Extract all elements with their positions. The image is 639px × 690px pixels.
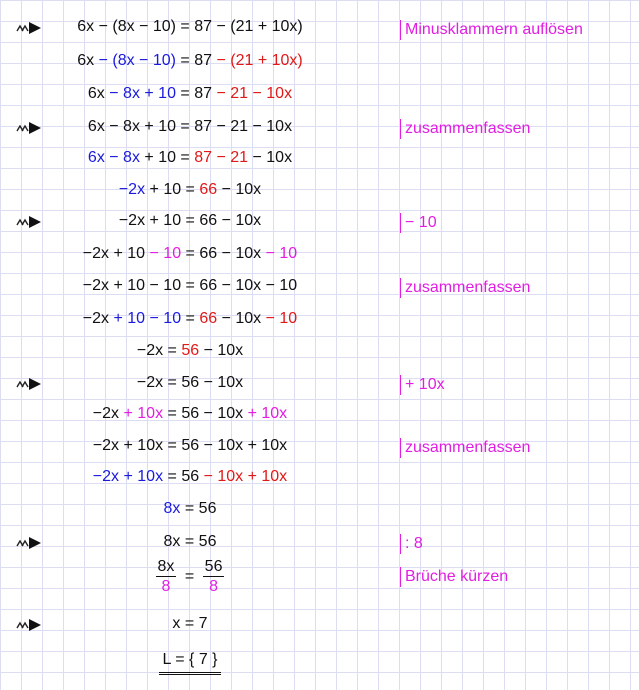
equation-line — [0, 17, 380, 37]
equation-part: − (21 + 10x) — [216, 52, 303, 69]
solution-set — [0, 650, 380, 675]
step-annotation: zusammenfassen — [400, 119, 530, 139]
equation-part: −2x + 10x = 56 − 10x + 10x — [92, 437, 288, 454]
equation-part: 6x − 8x + 10 = 87 − 21 − 10x — [87, 118, 293, 135]
step-annotation: + 10x — [400, 375, 445, 395]
step-arrow-icon[interactable] — [16, 20, 42, 36]
equation-part: 6x − 8x — [87, 149, 140, 166]
fraction-equals-sign: = — [184, 567, 195, 585]
equation-part: − 10x — [217, 310, 266, 327]
fraction-left — [156, 557, 177, 596]
equation-part: − 10x — [217, 181, 262, 198]
equation-line — [0, 180, 380, 200]
equation-line — [0, 276, 380, 296]
equation-line — [0, 309, 380, 329]
equation-part: 87 − 21 — [194, 149, 249, 166]
equation-part: − (8x − 10) — [98, 52, 176, 69]
equation-part: = 66 − 10x — [181, 245, 266, 262]
equation-part: = 56 — [163, 468, 204, 485]
equation-part: 6x — [87, 85, 110, 102]
equation-line — [0, 244, 380, 264]
equation-part: − 21 − 10x — [216, 85, 293, 102]
equation-part: −2x + 10x — [92, 468, 164, 485]
equation-part: −2x = — [136, 342, 182, 359]
equation-part: −2x — [92, 405, 124, 422]
equation-line — [0, 467, 380, 487]
fraction-equation — [0, 557, 380, 596]
equation-part: − 10 — [265, 245, 298, 262]
step-annotation: zusammenfassen — [400, 278, 530, 298]
solution-text: L = { 7 } — [159, 650, 220, 675]
step-annotation: zusammenfassen — [400, 438, 530, 458]
equation-line — [0, 532, 380, 552]
equation-part: = — [181, 310, 200, 327]
equation-line — [0, 148, 380, 168]
equation-part: 8x = 56 — [163, 533, 217, 550]
equation-line — [0, 499, 380, 519]
equation-part: = 87 — [175, 52, 217, 69]
equation-part: −2x + 10 = 66 − 10x — [118, 212, 262, 229]
equation-part: − 8x + 10 — [109, 85, 176, 102]
equation-part: + 10x — [123, 405, 164, 422]
equation-part: − 10 — [149, 245, 182, 262]
equation-part: − 10x — [248, 149, 293, 166]
equation-line — [0, 373, 380, 393]
equation-part: + 10x — [247, 405, 288, 422]
equation-part: = 56 − 10x — [163, 405, 248, 422]
equation-part: − 10x + 10x — [203, 468, 288, 485]
step-arrow-icon[interactable] — [16, 535, 42, 551]
equation-part: x = 7 — [172, 615, 208, 632]
step-annotation: : 8 — [400, 534, 423, 554]
equation-part: = 56 — [180, 500, 217, 517]
fraction-right-denominator: 8 — [209, 578, 219, 595]
equation-part: 8x — [163, 500, 181, 517]
equation-part: −2x + 10 − 10 = 66 − 10x − 10 — [82, 277, 298, 294]
equation-part: −2x + 10 — [82, 245, 150, 262]
step-arrow-icon[interactable] — [16, 617, 42, 633]
equation-part: −2x — [118, 181, 146, 198]
step-annotation: Minusklammern auflösen — [400, 20, 583, 40]
step-arrow-icon[interactable] — [16, 376, 42, 392]
equation-line — [0, 51, 380, 71]
equation-line — [0, 436, 380, 456]
equation-line — [0, 211, 380, 231]
equation-line — [0, 117, 380, 137]
equation-part: + 10 − 10 — [113, 310, 182, 327]
fraction-right-numerator: 56 — [204, 558, 223, 575]
equation-part: 6x − (8x − 10) = 87 − (21 + 10x) — [77, 18, 303, 35]
annotation-brueche-kuerzen: Brüche kürzen — [400, 567, 508, 587]
step-annotation: − 10 — [400, 213, 437, 233]
equation-part: − 10 — [265, 310, 298, 327]
equation-part: −2x — [82, 310, 114, 327]
equation-line — [0, 404, 380, 424]
fraction-left-denominator: 8 — [161, 578, 171, 595]
equation-line — [0, 341, 380, 361]
step-arrow-icon[interactable] — [16, 120, 42, 136]
step-arrow-icon[interactable] — [16, 214, 42, 230]
fraction-right — [203, 557, 225, 596]
fraction-left-numerator: 8x — [157, 558, 175, 575]
equation-part: 6x — [77, 52, 99, 69]
equation-part: 56 — [181, 342, 200, 359]
equation-part: + 10 = — [145, 181, 200, 198]
equation-line — [0, 84, 380, 104]
equation-part: − 10x — [199, 342, 244, 359]
equation-part: −2x = 56 − 10x — [136, 374, 244, 391]
equation-line — [0, 614, 380, 634]
equation-part: = 87 — [175, 85, 217, 102]
equation-part: + 10 = — [139, 149, 195, 166]
equation-part: 66 — [199, 181, 218, 198]
equation-part: 66 — [199, 310, 218, 327]
